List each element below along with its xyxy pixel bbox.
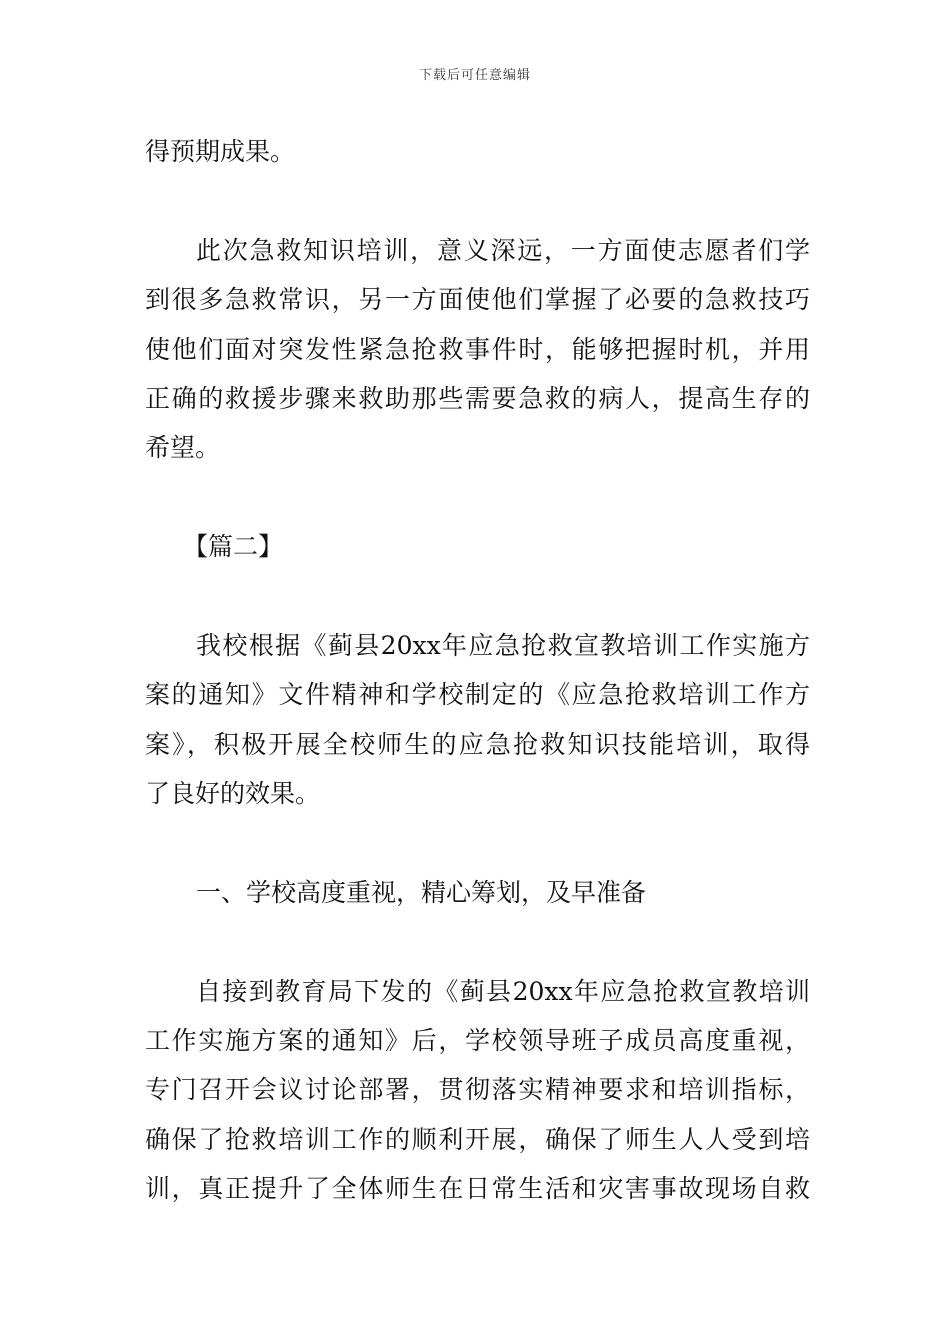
paragraph-line: 此次急救知识培训，意义深远，一方面使志愿者们学: [196, 235, 810, 265]
paragraph-line: 自接到教育局下发的《蓟县20xx年应急抢救宣教培训: [196, 976, 810, 1006]
paragraph-line: 训，真正提升了全体师生在日常生活和灾害事故现场自救: [145, 1174, 810, 1204]
paragraph-line: 案》，积极开展全校师生的应急抢救知识技能培训，取得: [145, 729, 810, 759]
paragraph-line: 工作实施方案的通知》后，学校领导班子成员高度重视，: [145, 1026, 810, 1056]
page-header: 下载后可任意编辑: [418, 68, 531, 83]
paragraph-line: 我校根据《蓟县20xx年应急抢救宣教培训工作实施方: [196, 630, 810, 660]
paragraph-line: 使他们面对突发性紧急抢救事件时，能够把握时机，并用: [145, 334, 810, 364]
subsection-heading: 一、学校高度重视，精心筹划，及早准备: [196, 877, 647, 907]
paragraph-line: 得预期成果。: [145, 137, 296, 166]
paragraph-line: 到很多急救常识，另一方面使他们掌握了必要的急救技巧: [145, 285, 810, 315]
paragraph-line: 专门召开会议讨论部署，贯彻落实精神要求和培训指标，: [145, 1075, 810, 1105]
paragraph-line: 了良好的效果。: [145, 779, 321, 809]
paragraph-line: 希望。: [145, 433, 221, 463]
paragraph-line: 案的通知》文件精神和学校制定的《应急抢救培训工作方: [145, 680, 810, 710]
document-body: [145, 127, 810, 1214]
section-heading: 【篇二】: [183, 532, 284, 562]
paragraph-line: 确保了抢救培训工作的顺利开展，确保了师生人人受到培: [145, 1124, 810, 1154]
paragraph-line: 正确的救援步骤来救助那些需要急救的病人，提高生存的: [145, 383, 810, 413]
